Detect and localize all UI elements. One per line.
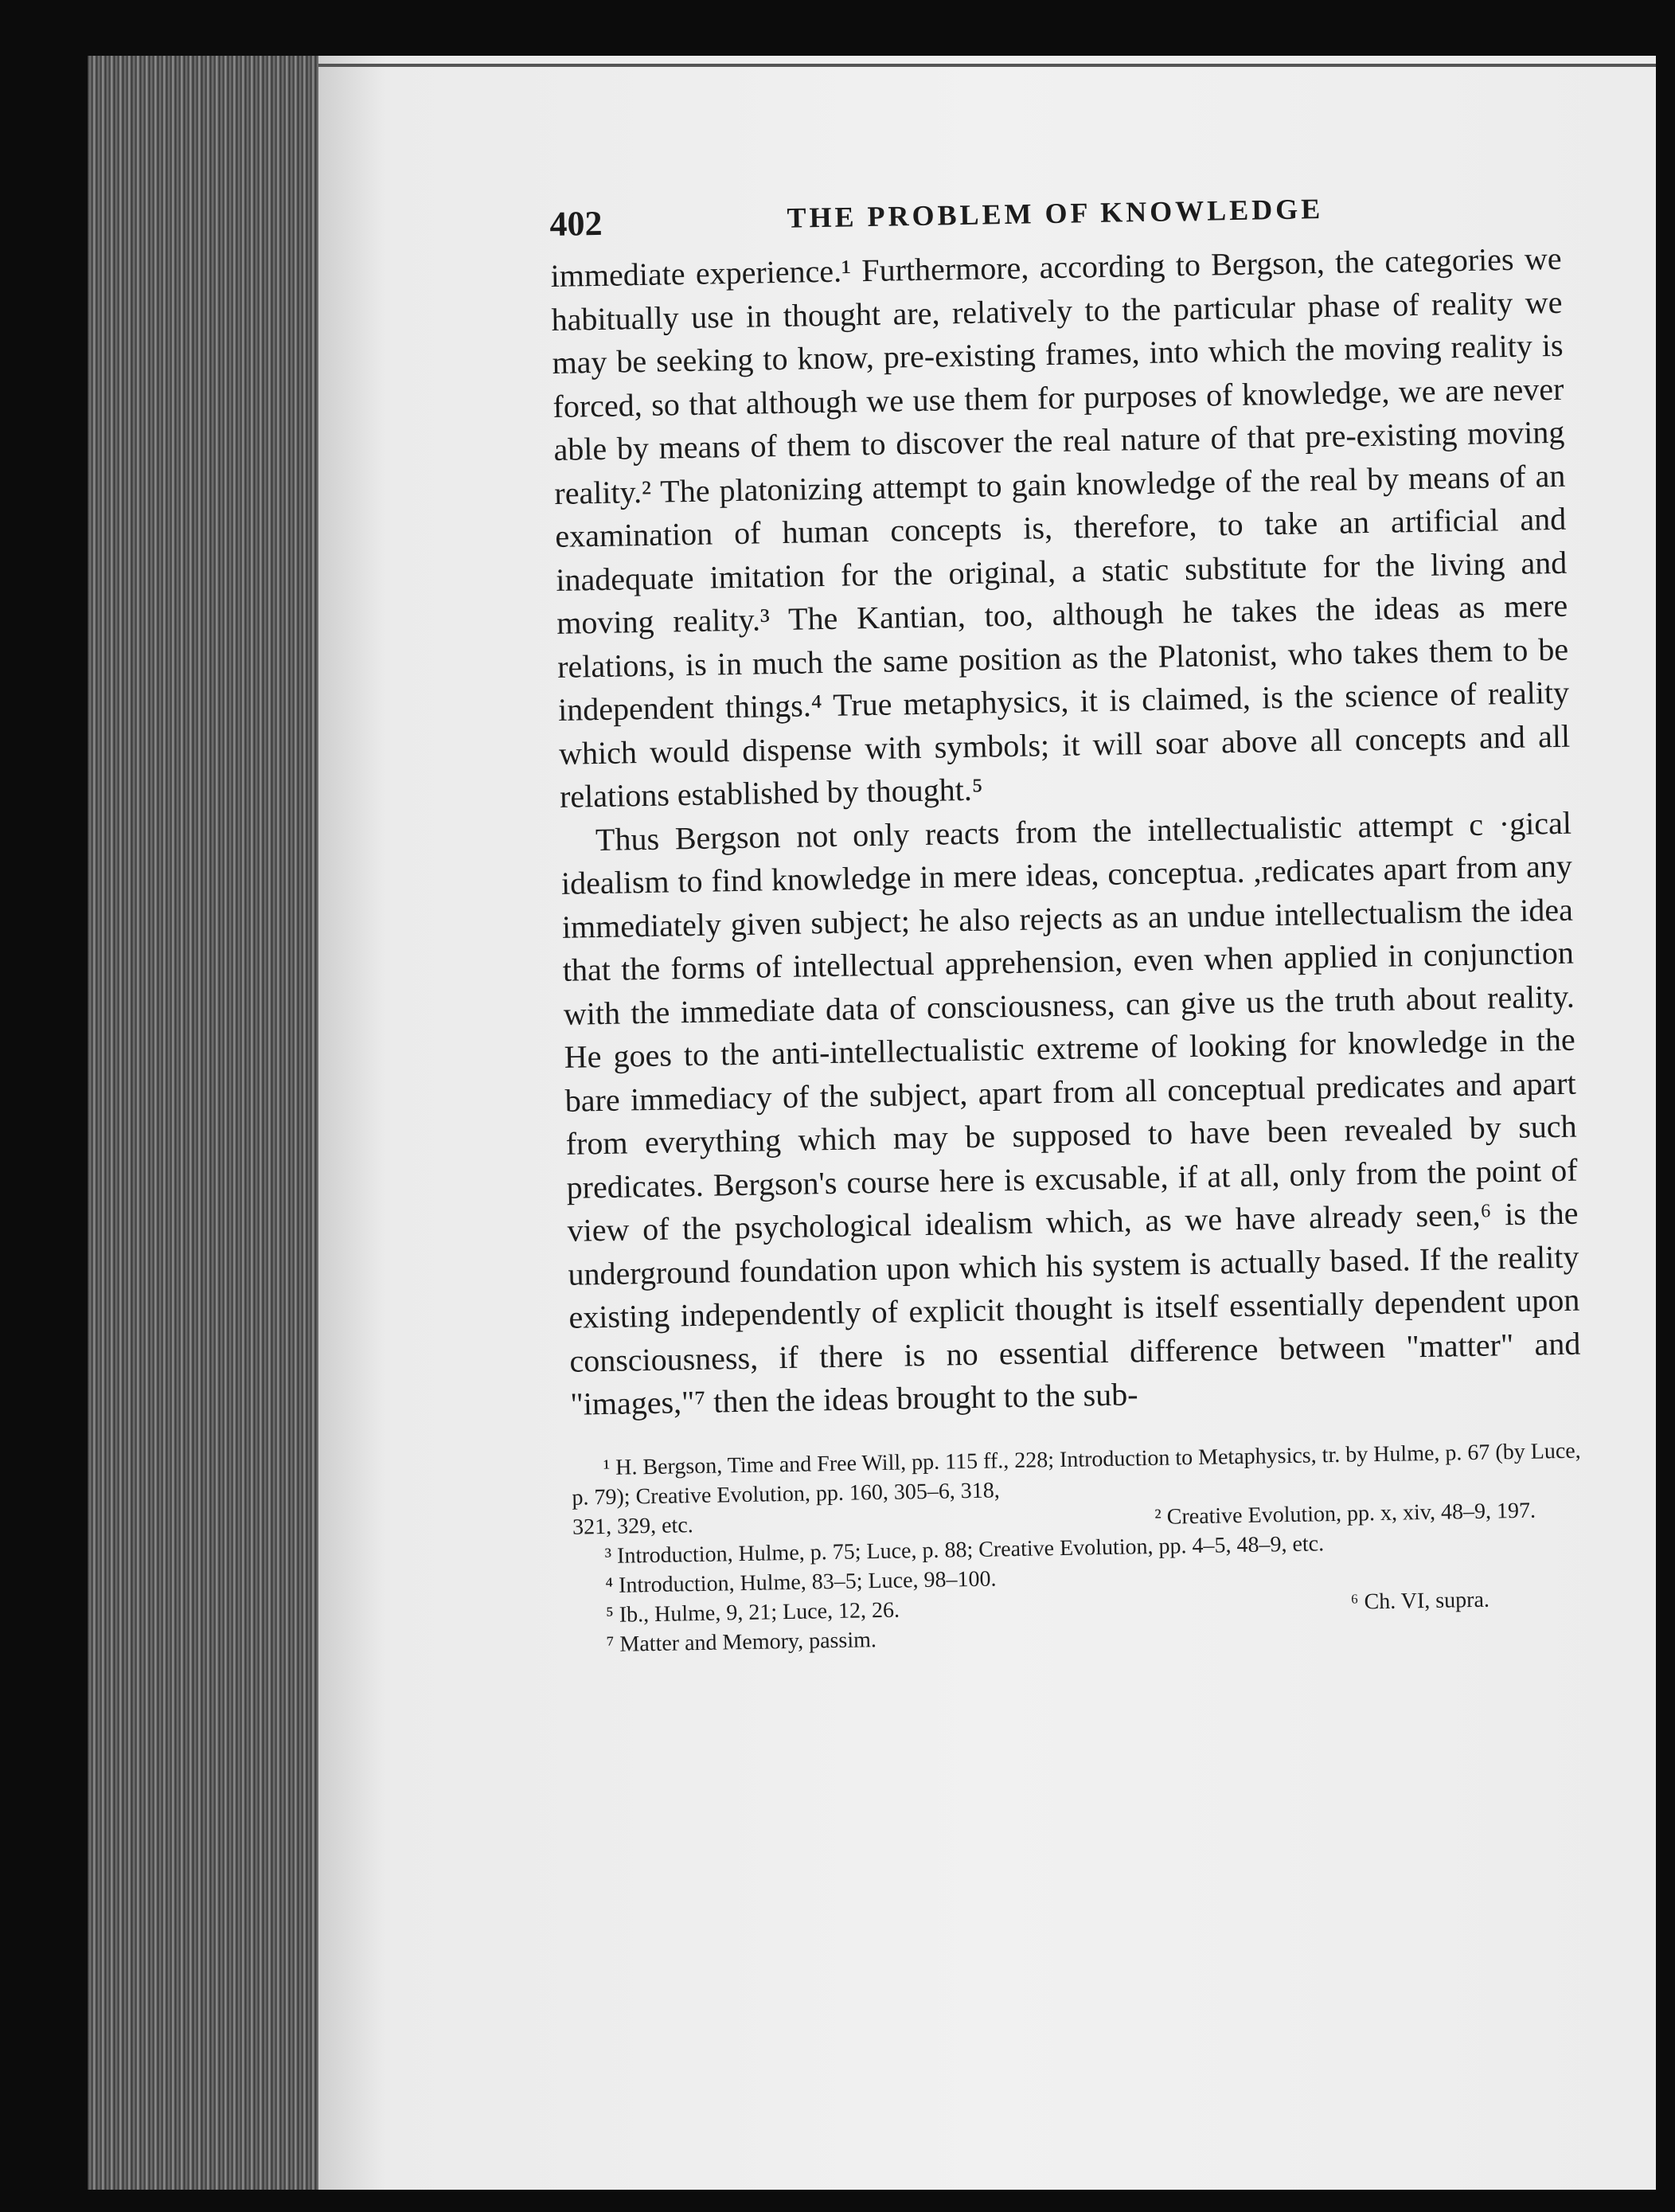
footnote-1-end: 321, 329, etc. [572, 1512, 693, 1540]
page-content [549, 182, 1586, 1659]
footnote-5: ⁵ Ib., Hulme, 9, 21; Luce, 12, 26. [605, 1597, 900, 1628]
running-head: THE PROBLEM OF KNOWLEDGE [787, 193, 1324, 234]
footnote-4: ⁴ Introduction, Hulme, 83–5; Luce, 98–100. [605, 1565, 997, 1598]
paragraph-1: immediate experience.¹ Furthermore, according to Bergson, the categories we habitually use in thought are, relatively to the particular phase of reality we may be seeking to know, pre-existing frames, into which the moving reality is forced, so that although we use them for purposes of knowledge, we are never able by means of them to discover the real nature of that pre-existing moving reality.² The platonizing attempt to gain knowledge of the real by means of an examination of human concepts is, therefore, to take an artificial and inadequate imitation for the original, a static substitute for the living and moving reality.³ The Kantian, too, although he takes the ideas as mere relations, is in much the same position as the Platonist, who takes them to be independent things.⁴ True metaphysics, it is claimed, is the science of reality which would dispense with symbols; it will soar above all concepts and all relations established by thought.⁵ [550, 240, 1571, 815]
footnotes [571, 1436, 1585, 1659]
page-number: 402 [549, 203, 603, 244]
footnote-1: ¹ H. Bergson, Time and Free Will, pp. 115 ff., 228; Introduction to Metaphysics, tr. by Hulme, p. 67 (by Luce, p. 79); Creative Evolution, pp. 160, 305–6, 318, [572, 1438, 1581, 1510]
page-top-edge [318, 64, 1656, 67]
footnote-2: ² Creative Evolution, pp. x, xiv, 48–9, 197. [1154, 1498, 1536, 1530]
footnote-7: ⁷ Matter and Memory, passim. [606, 1627, 877, 1657]
footnote-6: ⁶ Ch. VI, supra. [1350, 1587, 1490, 1615]
footnote-3: ³ Introduction, Hulme, p. 75; Luce, p. 88; Creative Evolution, pp. 4–5, 48–9, etc. [604, 1530, 1325, 1569]
body-text [550, 237, 1581, 1426]
page-edges [88, 56, 326, 2190]
paragraph-2: Thus Bergson not only reacts from the intellectualistic attempt c ·gical idealism to find knowledge in mere ideas, conceptua. ,redicates apart from any immediately given subject; he also rejects as an undue intellectualism the idea that the forms of intellectual apprehension, even when applied in conjunction with the immediate data of consciousness, can give us the truth about reality. He goes to the anti-intellectualistic extreme of looking for knowledge in the bare immediacy of the subject, apart from all conceptual predicates and apart from everything which may be supposed to have been revealed by such predicates. Bergson's course here is excusable, if at all, only from the point of view of the psychological idealism which, as we have already seen,⁶ is the underground foundation upon which his system is actually based. If the reality existing independently of explicit thought is itself essentially dependent upon consciousness, if there is no essential difference between "matter" and "images,"⁷ then the ideas brought to the sub- [560, 804, 1581, 1422]
